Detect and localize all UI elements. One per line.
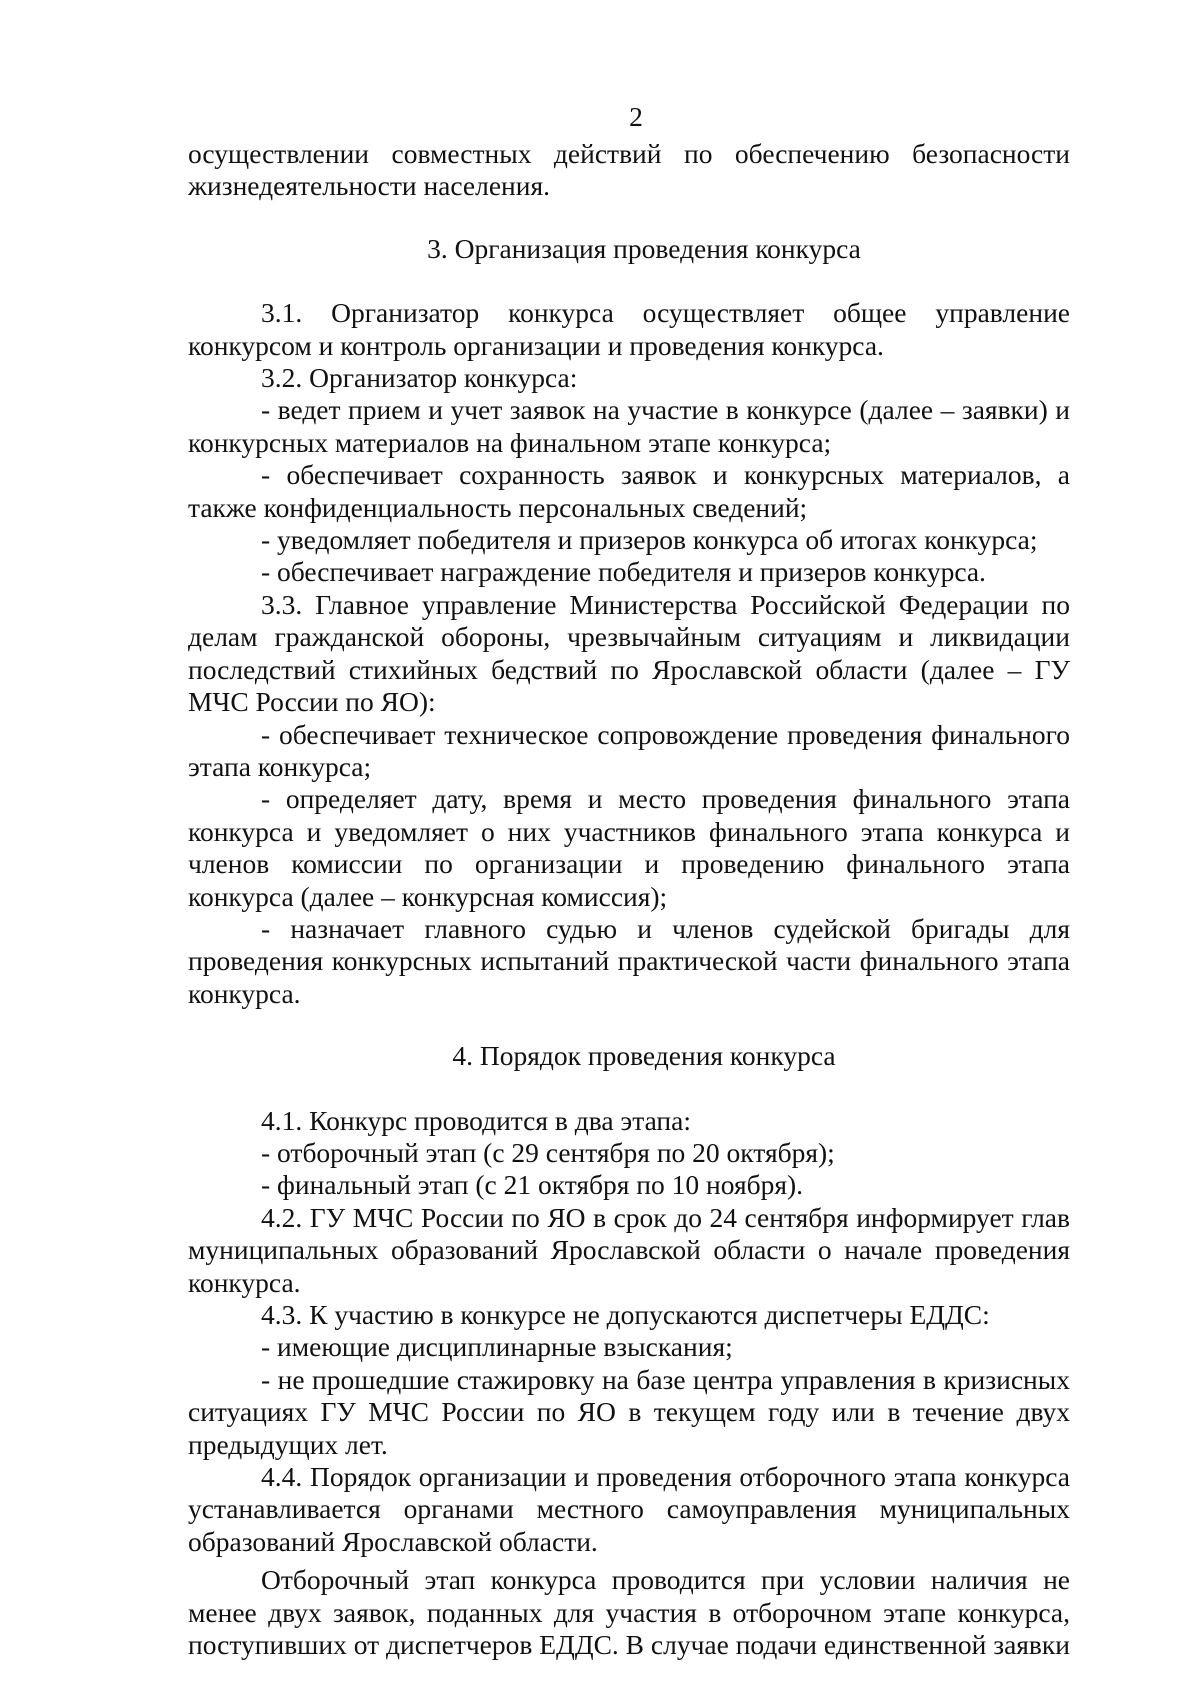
paragraph-4-3: 4.3. К участию в конкурсе не допускаются диспетчеры ЕДДС:	[261, 1299, 990, 1330]
list-item: - финальный этап (с 21 октября по 10 ноября).	[261, 1169, 804, 1201]
section-4-body	[188, 1105, 1070, 1662]
section-4-heading: 4. Порядок проведения конкурса	[452, 1040, 836, 1072]
continuation-paragraph: осуществлении совместных действий по обеспечению безопасности жизнедеятельности населения.	[188, 138, 1070, 202]
paragraph-3-1: 3.1. Организатор конкурса осуществляет общее управление конкурсом и контроль организации и проведения конкурса.	[188, 297, 1070, 361]
paragraph-4-2: 4.2. ГУ МЧС России по ЯО в срок до 24 сентября информирует глав муниципальных образований Ярославской области о начале проведения конкурса.	[188, 1201, 1070, 1298]
section-3-heading: 3. Организация проведения конкурса	[427, 232, 861, 264]
section-3-body	[188, 297, 1070, 1010]
list-item: - имеющие дисциплинарные взыскания;	[261, 1331, 733, 1363]
list-item: - уведомляет победителя и призеров конкурса об итогах конкурса;	[261, 524, 1038, 556]
list-item: - определяет дату, время и место проведения финального этапа конкурса и уведомляет о них участников финального этапа конкурса и членов комиссии по организации и проведению финального этапа конкурса (далее – конкурсная комиссия);	[188, 783, 1070, 912]
list-item: - обеспечивает техническое сопровождение проведения финального этапа конкурса;	[188, 718, 1070, 782]
paragraph-3-2: 3.2. Организатор конкурса:	[261, 362, 578, 394]
paragraph-3-3: 3.3. Главное управление Министерства Российской Федерации по делам гражданской обороны, чрезвычайным ситуациям и ликвидации последствий стихийных бедствий по Ярославской области (далее – ГУ МЧС России по ЯО):	[188, 588, 1070, 718]
document-body	[188, 96, 1070, 1661]
list-item: - ведет прием и учет заявок на участие в конкурсе (далее – заявки) и конкурсных материалов на финальном этапе конкурса;	[188, 394, 1070, 458]
paragraph-4-1: 4.1. Конкурс проводится в два этапа:	[261, 1104, 691, 1136]
list-item: - не прошедшие стажировку на базе центра управления в кризисных ситуациях ГУ МЧС России по ЯО в текущем году или в течение двух предыдущих лет.	[188, 1363, 1070, 1460]
paragraph-4-4: 4.4. Порядок организации и проведения отборочного этапа конкурса устанавливается органами местного самоуправления муниципальных образований Ярославской области.	[188, 1461, 1070, 1557]
list-item: - обеспечивает сохранность заявок и конкурсных материалов, а также конфиденциальность персональных сведений;	[188, 459, 1070, 523]
page-number: 2	[629, 101, 643, 132]
list-item: - отборочный этап (с 29 сентября по 20 октября);	[261, 1136, 835, 1168]
list-item: - назначает главного судью и членов судейской бригады для проведения конкурсных испытаний практической части финального этапа конкурса.	[188, 912, 1070, 1009]
paragraph-selection-stage: Отборочный этап конкурса проводится при условии наличия не менее двух заявок, поданных для участия в отборочном этапе конкурса, поступивших от диспетчеров ЕДДС. В случае подачи единственной заявки	[188, 1564, 1070, 1661]
list-item: - обеспечивает награждение победителя и призеров конкурса.	[261, 556, 986, 588]
